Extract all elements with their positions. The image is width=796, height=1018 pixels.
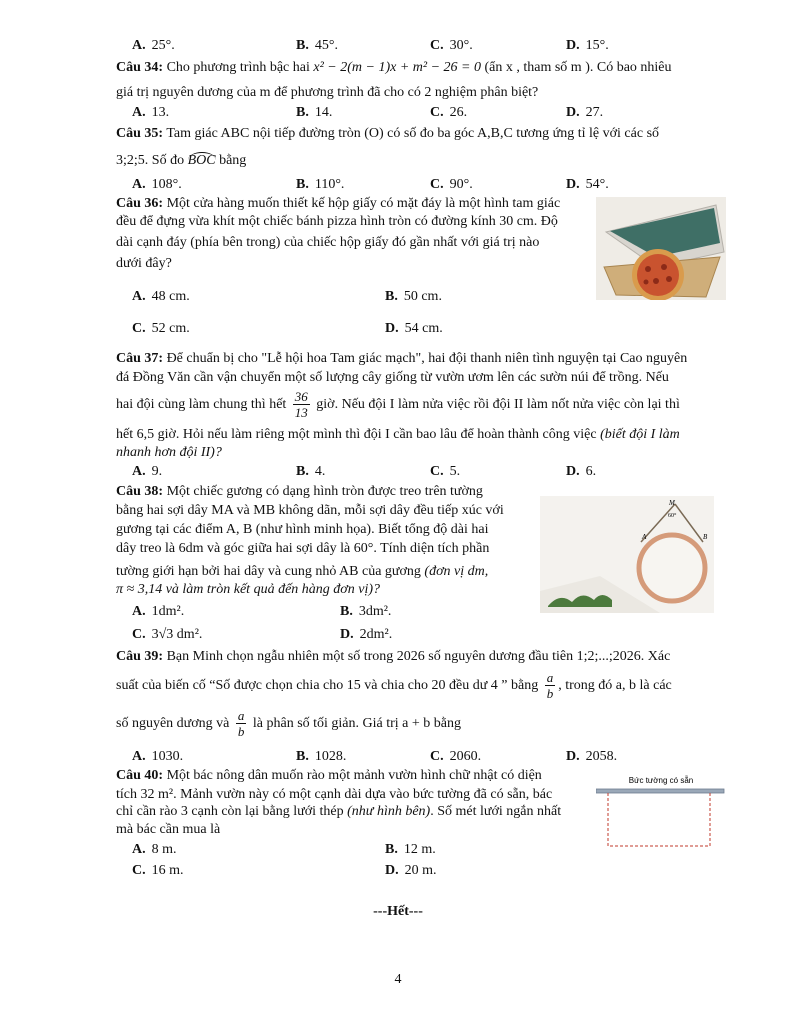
q39-option-b: B. 1028.: [296, 749, 347, 764]
q37-line3: hai đội cùng làm chung thì hết $\frac{36}{13}$ giờ. Nếu đội I làm nửa việc rồi đội II làm nốt nửa việc còn lại thì: [116, 389, 680, 421]
q35-option-d: D. 54°.: [566, 177, 609, 192]
fraction-a-b-2: $\frac{a}{b}$: [237, 708, 245, 740]
q36-line1: Câu 36: Một cửa hàng muốn thiết kế hộp giấy có mặt đáy là một hình tam giác: [116, 196, 561, 211]
q37-option-b: B. 4.: [296, 464, 326, 479]
q33-option-a: A. 25°.: [132, 38, 175, 53]
q37-line4: hết 6,5 giờ. Hỏi nếu làm riêng một mình thì đội I cần bao lâu để hoàn thành công việc (biết đội I làm: [116, 427, 680, 442]
q38-line2: bằng hai sợi dây MA và MB không dãn, mỗi sợi dây đều tiếp xúc với: [116, 503, 504, 518]
q34-option-b: B. 14.: [296, 105, 333, 120]
q39-line3: số nguyên dương và $\frac{a}{b}$ là phân số tối giản. Giá trị a + b bằng: [116, 708, 462, 740]
q38-line6: π ≈ 3,14 và làm tròn kết quả đến hàng đơn vị)?: [116, 582, 381, 597]
q37-line5: nhanh hơn đội II)?: [116, 445, 222, 460]
garden-fence-figure: [596, 772, 726, 850]
arc-boc: BOC: [187, 153, 216, 168]
q34-line2: giá trị nguyên dương của m để phương trình đã cho có 2 nghiệm phân biệt?: [116, 85, 539, 100]
q34-option-d: D. 27.: [566, 105, 604, 120]
q40-line4: mà bác cần mua là: [116, 822, 221, 837]
q38-option-a: A. 1dm².: [132, 604, 185, 619]
fig-label-m: M: [669, 499, 675, 507]
q40-option-a: A. 8 m.: [132, 842, 177, 857]
q38-option-b: B. 3dm².: [340, 604, 392, 619]
q36-option-c: C. 52 cm.: [132, 321, 190, 336]
q36-option-d: D. 54 cm.: [385, 321, 443, 336]
q34-option-a: A. 13.: [132, 105, 170, 120]
q35-option-b: B. 110°.: [296, 177, 345, 192]
q36-option-b: B. 50 cm.: [385, 289, 442, 304]
q36-option-a: A. 48 cm.: [132, 289, 190, 304]
fraction-a-b: $\frac{a}{b}$: [546, 670, 554, 702]
q35-line1: Câu 35: Tam giác ABC nội tiếp đường tròn (O) có số đo ba góc A,B,C tương ứng tỉ lệ với các số: [116, 126, 660, 141]
fraction-36-13: $\frac{36}{13}$: [294, 389, 308, 421]
q36-line3: dài cạnh đáy (phía bên trong) của chiếc hộp giấy đó gần nhất với giá trị nào: [116, 235, 540, 250]
q39-option-d: D. 2058.: [566, 749, 618, 764]
q35-option-c: C. 90°.: [430, 177, 473, 192]
q36-line2: đều để đựng vừa khít một chiếc bánh pizza hình tròn có đường kính 30 cm. Độ: [116, 214, 558, 229]
page-number: 4: [394, 972, 402, 987]
q33-option-b: B. 45°.: [296, 38, 338, 53]
q37-option-d: D. 6.: [566, 464, 597, 479]
q39-line1: Câu 39: Bạn Minh chọn ngẫu nhiên một số trong 2026 số nguyên dương đầu tiên 1;2;...;2026. Xác: [116, 649, 671, 664]
q40-option-d: D. 20 m.: [385, 863, 437, 878]
fig-label-b: B: [703, 533, 708, 541]
q38-option-c: C. 3√3 dm².: [132, 627, 203, 642]
q38-line4: dây treo là 6dm và góc giữa hai sợi dây là 60°. Tính diện tích phần: [116, 541, 490, 556]
q38-option-d: D. 2dm².: [340, 627, 393, 642]
fig-label-a: A: [642, 533, 647, 541]
q34-line1: Câu 34: Cho phương trình bậc hai x² − 2(m − 1)x + m² − 26 = 0 (ẩn x , tham số m ). Có bao nhiêu: [116, 60, 672, 75]
q36-line4: dưới đây?: [116, 256, 172, 271]
q37-option-c: C. 5.: [430, 464, 461, 479]
q38-line5: tường giới hạn bởi hai dây và cung nhỏ AB của gương (đơn vị dm,: [116, 564, 489, 579]
q40-line1: Câu 40: Một bác nông dân muốn rào một mảnh vườn hình chữ nhật có diện: [116, 768, 542, 783]
q37-option-a: A. 9.: [132, 464, 163, 479]
q35-option-a: A. 108°.: [132, 177, 182, 192]
q40-option-b: B. 12 m.: [385, 842, 436, 857]
q38-line3: gương tại các điểm A, B (như hình minh họa). Biết tổng độ dài hai: [116, 522, 489, 537]
pizza-box-image: [596, 197, 726, 300]
wall-label: Bức tường có sẵn: [628, 776, 694, 785]
q40-option-c: C. 16 m.: [132, 863, 184, 878]
q39-line2: suất của biến cố “Số được chọn chia cho 15 và chia cho 20 đều dư 4 ” bằng $\frac{a}{b}$ , trong đó a, b là các: [116, 670, 672, 702]
q37-line2: đá Đồng Văn cần vận chuyển một số lượng cây giống từ vườn ươm lên các sườn núi để trồng. Nếu: [116, 370, 669, 385]
q39-option-c: C. 2060.: [430, 749, 482, 764]
mirror-figure: [540, 496, 714, 613]
q40-line3: chỉ cần rào 3 cạnh còn lại bằng lưới thép (như hình bên). Số mét lưới ngắn nhất: [116, 804, 562, 819]
q33-option-d: D. 15°.: [566, 38, 609, 53]
q34-option-c: C. 26.: [430, 105, 468, 120]
fig-label-angle: 60°: [668, 513, 677, 519]
q39-option-a: A. 1030.: [132, 749, 184, 764]
q33-option-c: C. 30°.: [430, 38, 473, 53]
q38-line1: Câu 38: Một chiếc gương có dạng hình tròn được treo trên tường: [116, 484, 483, 499]
end-marker: ---Hết---: [373, 904, 423, 919]
q37-line1: Câu 37: Để chuẩn bị cho "Lễ hội hoa Tam giác mạch", hai đội thanh niên tình nguyện tại Cao nguyên: [116, 351, 688, 366]
q40-line2: tích 32 m². Mảnh vườn này có một cạnh dài dựa vào bức tường đã có sẵn, bác: [116, 787, 553, 802]
q35-line2: 3;2;5. Số đo BOC bằng: [116, 153, 247, 168]
